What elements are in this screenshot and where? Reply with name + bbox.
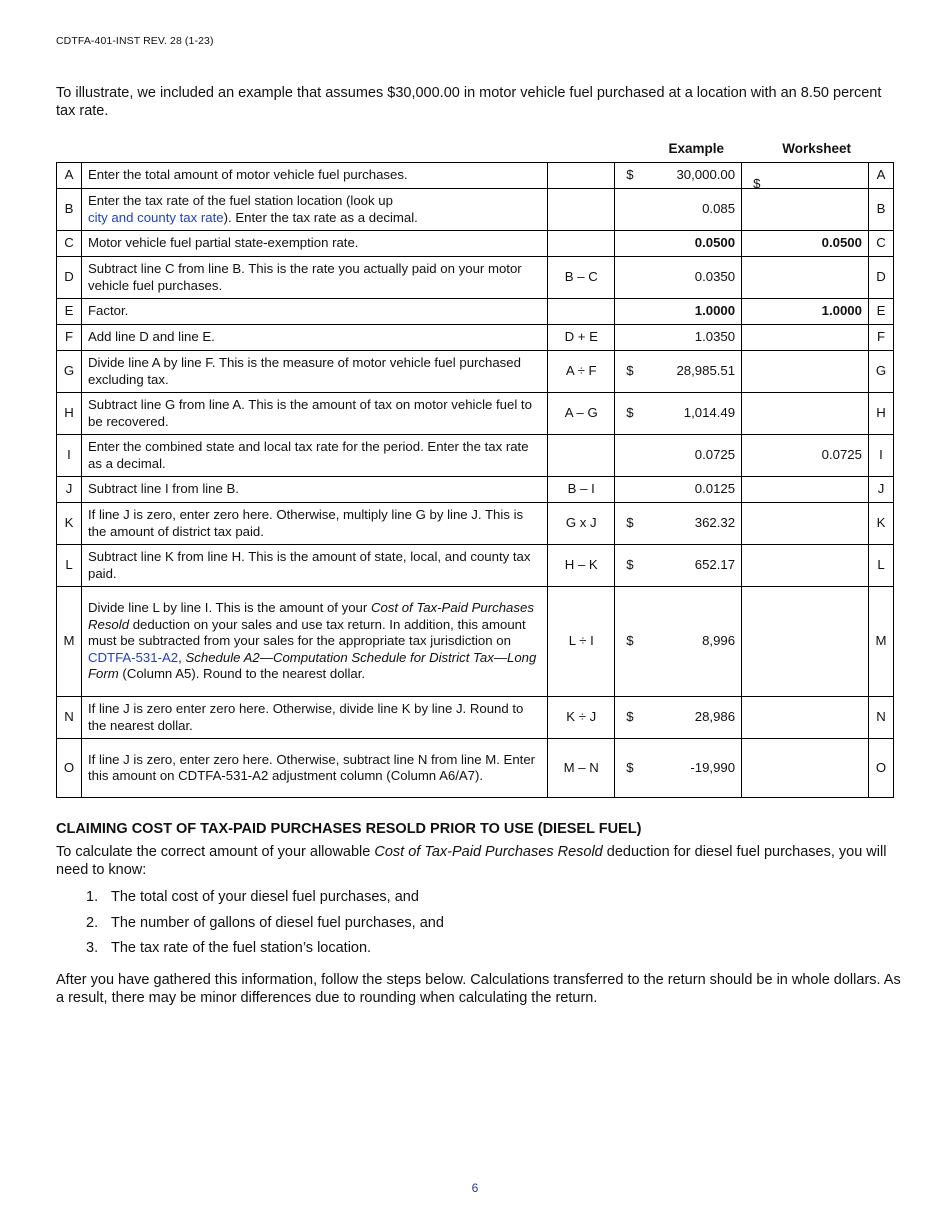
table-row-a bbox=[57, 163, 894, 189]
worksheet-cell[interactable] bbox=[742, 477, 869, 503]
line-letter-right: M bbox=[868, 587, 893, 697]
line-operation bbox=[548, 189, 615, 231]
desc-italic: Cost of Tax-Paid Purchases Resold bbox=[87, 600, 534, 632]
line-letter: G bbox=[57, 351, 82, 393]
line-operation bbox=[548, 163, 615, 189]
example-cell bbox=[615, 189, 742, 231]
dollar-sign: $ bbox=[626, 405, 634, 421]
worksheet-cell[interactable] bbox=[742, 545, 869, 587]
section-intro-paragraph bbox=[56, 843, 894, 879]
line-operation: K ÷ J bbox=[548, 697, 615, 739]
line-letter: K bbox=[57, 503, 82, 545]
worksheet-value: 0.0500 bbox=[821, 235, 862, 251]
line-operation: G x J bbox=[548, 503, 615, 545]
example-value: 652.17 bbox=[694, 557, 736, 573]
table-row-c bbox=[57, 231, 894, 257]
line-letter-right: J bbox=[868, 477, 893, 503]
list-number: 1. bbox=[86, 889, 99, 905]
line-description: Divide line A by line F. This is the measure of motor vehicle fuel purchased excluding tax. bbox=[81, 351, 547, 393]
line-operation: D + E bbox=[548, 325, 615, 351]
table-row-m bbox=[57, 587, 894, 697]
example-cell bbox=[615, 477, 742, 503]
line-letter: L bbox=[57, 545, 82, 587]
desc-text: deduction on your sales and use tax return. In addition, this amount must be subtracted from your sales for the appropriate tax jurisdiction on bbox=[87, 616, 526, 649]
line-description: Subtract line I from line B. bbox=[81, 477, 547, 503]
line-description: If line J is zero, enter zero here. Otherwise, subtract line N from line M. Enter this amount on CDTFA-531-A2 adjustment column (Column A6/A7). bbox=[81, 739, 547, 798]
line-letter-right: O bbox=[868, 739, 893, 798]
example-cell bbox=[615, 257, 742, 299]
example-cell bbox=[615, 299, 742, 325]
example-value: 1.0350 bbox=[694, 329, 736, 345]
line-letter: O bbox=[57, 739, 82, 798]
worksheet-cell[interactable] bbox=[742, 393, 869, 435]
line-letter: I bbox=[57, 435, 82, 477]
worksheet-cell bbox=[742, 435, 869, 477]
example-value: 0.0125 bbox=[694, 481, 736, 497]
worksheet-cell[interactable] bbox=[742, 351, 869, 393]
table-row-i bbox=[57, 435, 894, 477]
requirements-list bbox=[86, 887, 444, 964]
line-letter: E bbox=[57, 299, 82, 325]
line-operation: H – K bbox=[548, 545, 615, 587]
worksheet-cell bbox=[742, 231, 869, 257]
column-header-worksheet: Worksheet bbox=[782, 141, 851, 156]
line-letter: A bbox=[57, 163, 82, 189]
line-description: Factor. bbox=[81, 299, 547, 325]
example-value: 362.32 bbox=[694, 515, 736, 531]
line-letter-right: K bbox=[868, 503, 893, 545]
line-operation: L ÷ I bbox=[548, 587, 615, 697]
line-description: Subtract line G from line A. This is the amount of tax on motor vehicle fuel to be recovered. bbox=[81, 393, 547, 435]
dollar-sign: $ bbox=[626, 759, 634, 775]
page-number: 6 bbox=[471, 1181, 479, 1195]
line-description bbox=[81, 587, 547, 697]
line-description: Add line D and line E. bbox=[81, 325, 547, 351]
example-value: 1,014.49 bbox=[683, 405, 736, 421]
line-description bbox=[81, 189, 547, 231]
line-letter: D bbox=[57, 257, 82, 299]
line-description: If line J is zero enter zero here. Otherwise, divide line K by line J. Round to the nearest dollar. bbox=[81, 697, 547, 739]
line-letter: B bbox=[57, 189, 82, 231]
list-text: The tax rate of the fuel station’s location. bbox=[111, 940, 372, 956]
form-id-header: CDTFA-401-INST REV. 28 (1-23) bbox=[56, 35, 214, 47]
example-cell bbox=[615, 697, 742, 739]
line-letter-right: E bbox=[868, 299, 893, 325]
line-operation bbox=[548, 299, 615, 325]
example-value: 0.0500 bbox=[694, 235, 736, 251]
table-row-o bbox=[57, 739, 894, 798]
line-letter-right: L bbox=[868, 545, 893, 587]
worksheet-value: 0.0725 bbox=[821, 447, 862, 463]
table-row-j bbox=[57, 477, 894, 503]
example-cell bbox=[615, 325, 742, 351]
line-letter-right: F bbox=[868, 325, 893, 351]
line-operation: B – I bbox=[548, 477, 615, 503]
closing-paragraph: After you have gathered this information, follow the steps below. Calculations transferred to the return should be in whole dollars. As a result, there may be minor differences due to rounding when calculating the return. bbox=[56, 972, 901, 1006]
dollar-sign: $ bbox=[626, 363, 634, 379]
dollar-sign: $ bbox=[626, 167, 634, 183]
worksheet-cell[interactable] bbox=[742, 587, 869, 697]
line-letter: F bbox=[57, 325, 82, 351]
column-header-example: Example bbox=[668, 141, 724, 156]
list-text: The number of gallons of diesel fuel purchases, and bbox=[111, 914, 444, 931]
desc-text: (Column A5). Round to the nearest dollar. bbox=[118, 666, 366, 682]
list-item bbox=[86, 938, 444, 964]
desc-text: , bbox=[178, 649, 186, 665]
line-operation bbox=[548, 435, 615, 477]
line-description: Motor vehicle fuel partial state-exemption rate. bbox=[81, 231, 547, 257]
table-row-h bbox=[57, 393, 894, 435]
line-letter: C bbox=[57, 231, 82, 257]
worksheet-cell[interactable] bbox=[742, 257, 869, 299]
worksheet-cell[interactable] bbox=[742, 325, 869, 351]
para-text: deduction for diesel fuel purchases, you will need to know: bbox=[56, 844, 887, 878]
example-value: 30,000.00 bbox=[676, 167, 736, 183]
table-row-e bbox=[57, 299, 894, 325]
line-description: Enter the combined state and local tax rate for the period. Enter the tax rate as a decimal. bbox=[81, 435, 547, 477]
line-letter-right: N bbox=[868, 697, 893, 739]
example-cell bbox=[615, 163, 742, 189]
table-row-n bbox=[57, 697, 894, 739]
line-letter-right: B bbox=[868, 189, 893, 231]
line-operation: B – C bbox=[548, 257, 615, 299]
example-value: 28,985.51 bbox=[676, 363, 736, 379]
line-letter: J bbox=[57, 477, 82, 503]
example-value: 0.0725 bbox=[694, 447, 736, 463]
worksheet-cell[interactable] bbox=[742, 697, 869, 739]
dollar-sign: $ bbox=[626, 557, 634, 573]
example-value: 0.085 bbox=[702, 201, 736, 217]
list-item bbox=[86, 913, 444, 939]
city-county-tax-rate-link[interactable]: city and county tax rate bbox=[87, 209, 224, 225]
line-letter-right: C bbox=[868, 231, 893, 257]
example-cell bbox=[615, 393, 742, 435]
example-cell bbox=[615, 231, 742, 257]
example-cell bbox=[615, 545, 742, 587]
para-text: To calculate the correct amount of your allowable bbox=[56, 844, 375, 860]
line-letter-right: D bbox=[868, 257, 893, 299]
worksheet-cell[interactable] bbox=[742, 739, 869, 798]
desc-text: Divide line L by line I. This is the amount of your bbox=[87, 600, 371, 616]
para-italic: Cost of Tax-Paid Purchases Resold bbox=[374, 844, 603, 860]
line-operation: A – G bbox=[548, 393, 615, 435]
list-item bbox=[86, 887, 444, 913]
worksheet-cell bbox=[742, 299, 869, 325]
line-letter-right: H bbox=[868, 393, 893, 435]
cdtfa-531-a2-link[interactable]: CDTFA-531-A2 bbox=[87, 649, 179, 665]
line-letter: H bbox=[57, 393, 82, 435]
line-operation: A ÷ F bbox=[548, 351, 615, 393]
table-row-g bbox=[57, 351, 894, 393]
example-value: 28,986 bbox=[694, 709, 736, 725]
line-letter: N bbox=[57, 697, 82, 739]
line-description: If line J is zero, enter zero here. Otherwise, multiply line G by line J. This is the amount of district tax paid. bbox=[81, 503, 547, 545]
list-text: The total cost of your diesel fuel purchases, and bbox=[111, 889, 419, 905]
example-cell bbox=[615, 587, 742, 697]
dollar-sign: $ bbox=[753, 175, 761, 191]
desc-italic: Schedule A2—Computation Schedule for District Tax—Long Form bbox=[87, 649, 537, 682]
line-letter: M bbox=[57, 587, 82, 697]
line-description: Subtract line K from line H. This is the amount of state, local, and county tax paid. bbox=[81, 545, 547, 587]
desc-text: Enter the tax rate of the fuel station location (look up bbox=[87, 193, 393, 208]
worksheet-cell[interactable] bbox=[742, 189, 869, 231]
example-value: 8,996 bbox=[702, 633, 736, 649]
line-description: Enter the total amount of motor vehicle fuel purchases. bbox=[81, 163, 547, 189]
line-letter-right: I bbox=[868, 435, 893, 477]
list-number: 3. bbox=[86, 940, 99, 956]
example-cell bbox=[615, 435, 742, 477]
table-row-k bbox=[57, 503, 894, 545]
example-cell bbox=[615, 503, 742, 545]
dollar-sign: $ bbox=[626, 633, 634, 649]
line-operation: M – N bbox=[548, 739, 615, 798]
example-cell bbox=[615, 739, 742, 798]
worksheet-cell[interactable] bbox=[742, 503, 869, 545]
desc-text: ). Enter the tax rate as a decimal. bbox=[223, 209, 418, 225]
intro-paragraph: To illustrate, we included an example that assumes $30,000.00 in motor vehicle fuel purchased at a location with an 8.50 percent tax rate. bbox=[56, 85, 882, 119]
example-value: 1.0000 bbox=[694, 303, 736, 319]
section-heading: CLAIMING COST OF TAX-PAID PURCHASES RESOLD PRIOR TO USE (DIESEL FUEL) bbox=[56, 821, 642, 837]
dollar-sign: $ bbox=[626, 709, 634, 725]
line-operation bbox=[548, 231, 615, 257]
worksheet-value: 1.0000 bbox=[821, 303, 862, 319]
table-row-d bbox=[57, 257, 894, 299]
worksheet-table bbox=[56, 162, 894, 798]
table-row-b bbox=[57, 189, 894, 231]
example-cell bbox=[615, 351, 742, 393]
line-description: Subtract line C from line B. This is the rate you actually paid on your motor vehicle fuel purchases. bbox=[81, 257, 547, 299]
table-row-f bbox=[57, 325, 894, 351]
example-value: -19,990 bbox=[690, 759, 736, 775]
dollar-sign: $ bbox=[626, 515, 634, 531]
list-number: 2. bbox=[86, 914, 99, 931]
table-row-l bbox=[57, 545, 894, 587]
example-value: 0.0350 bbox=[694, 269, 736, 285]
line-letter-right: A bbox=[868, 163, 893, 189]
worksheet-cell[interactable] bbox=[742, 163, 869, 189]
line-letter-right: G bbox=[868, 351, 893, 393]
